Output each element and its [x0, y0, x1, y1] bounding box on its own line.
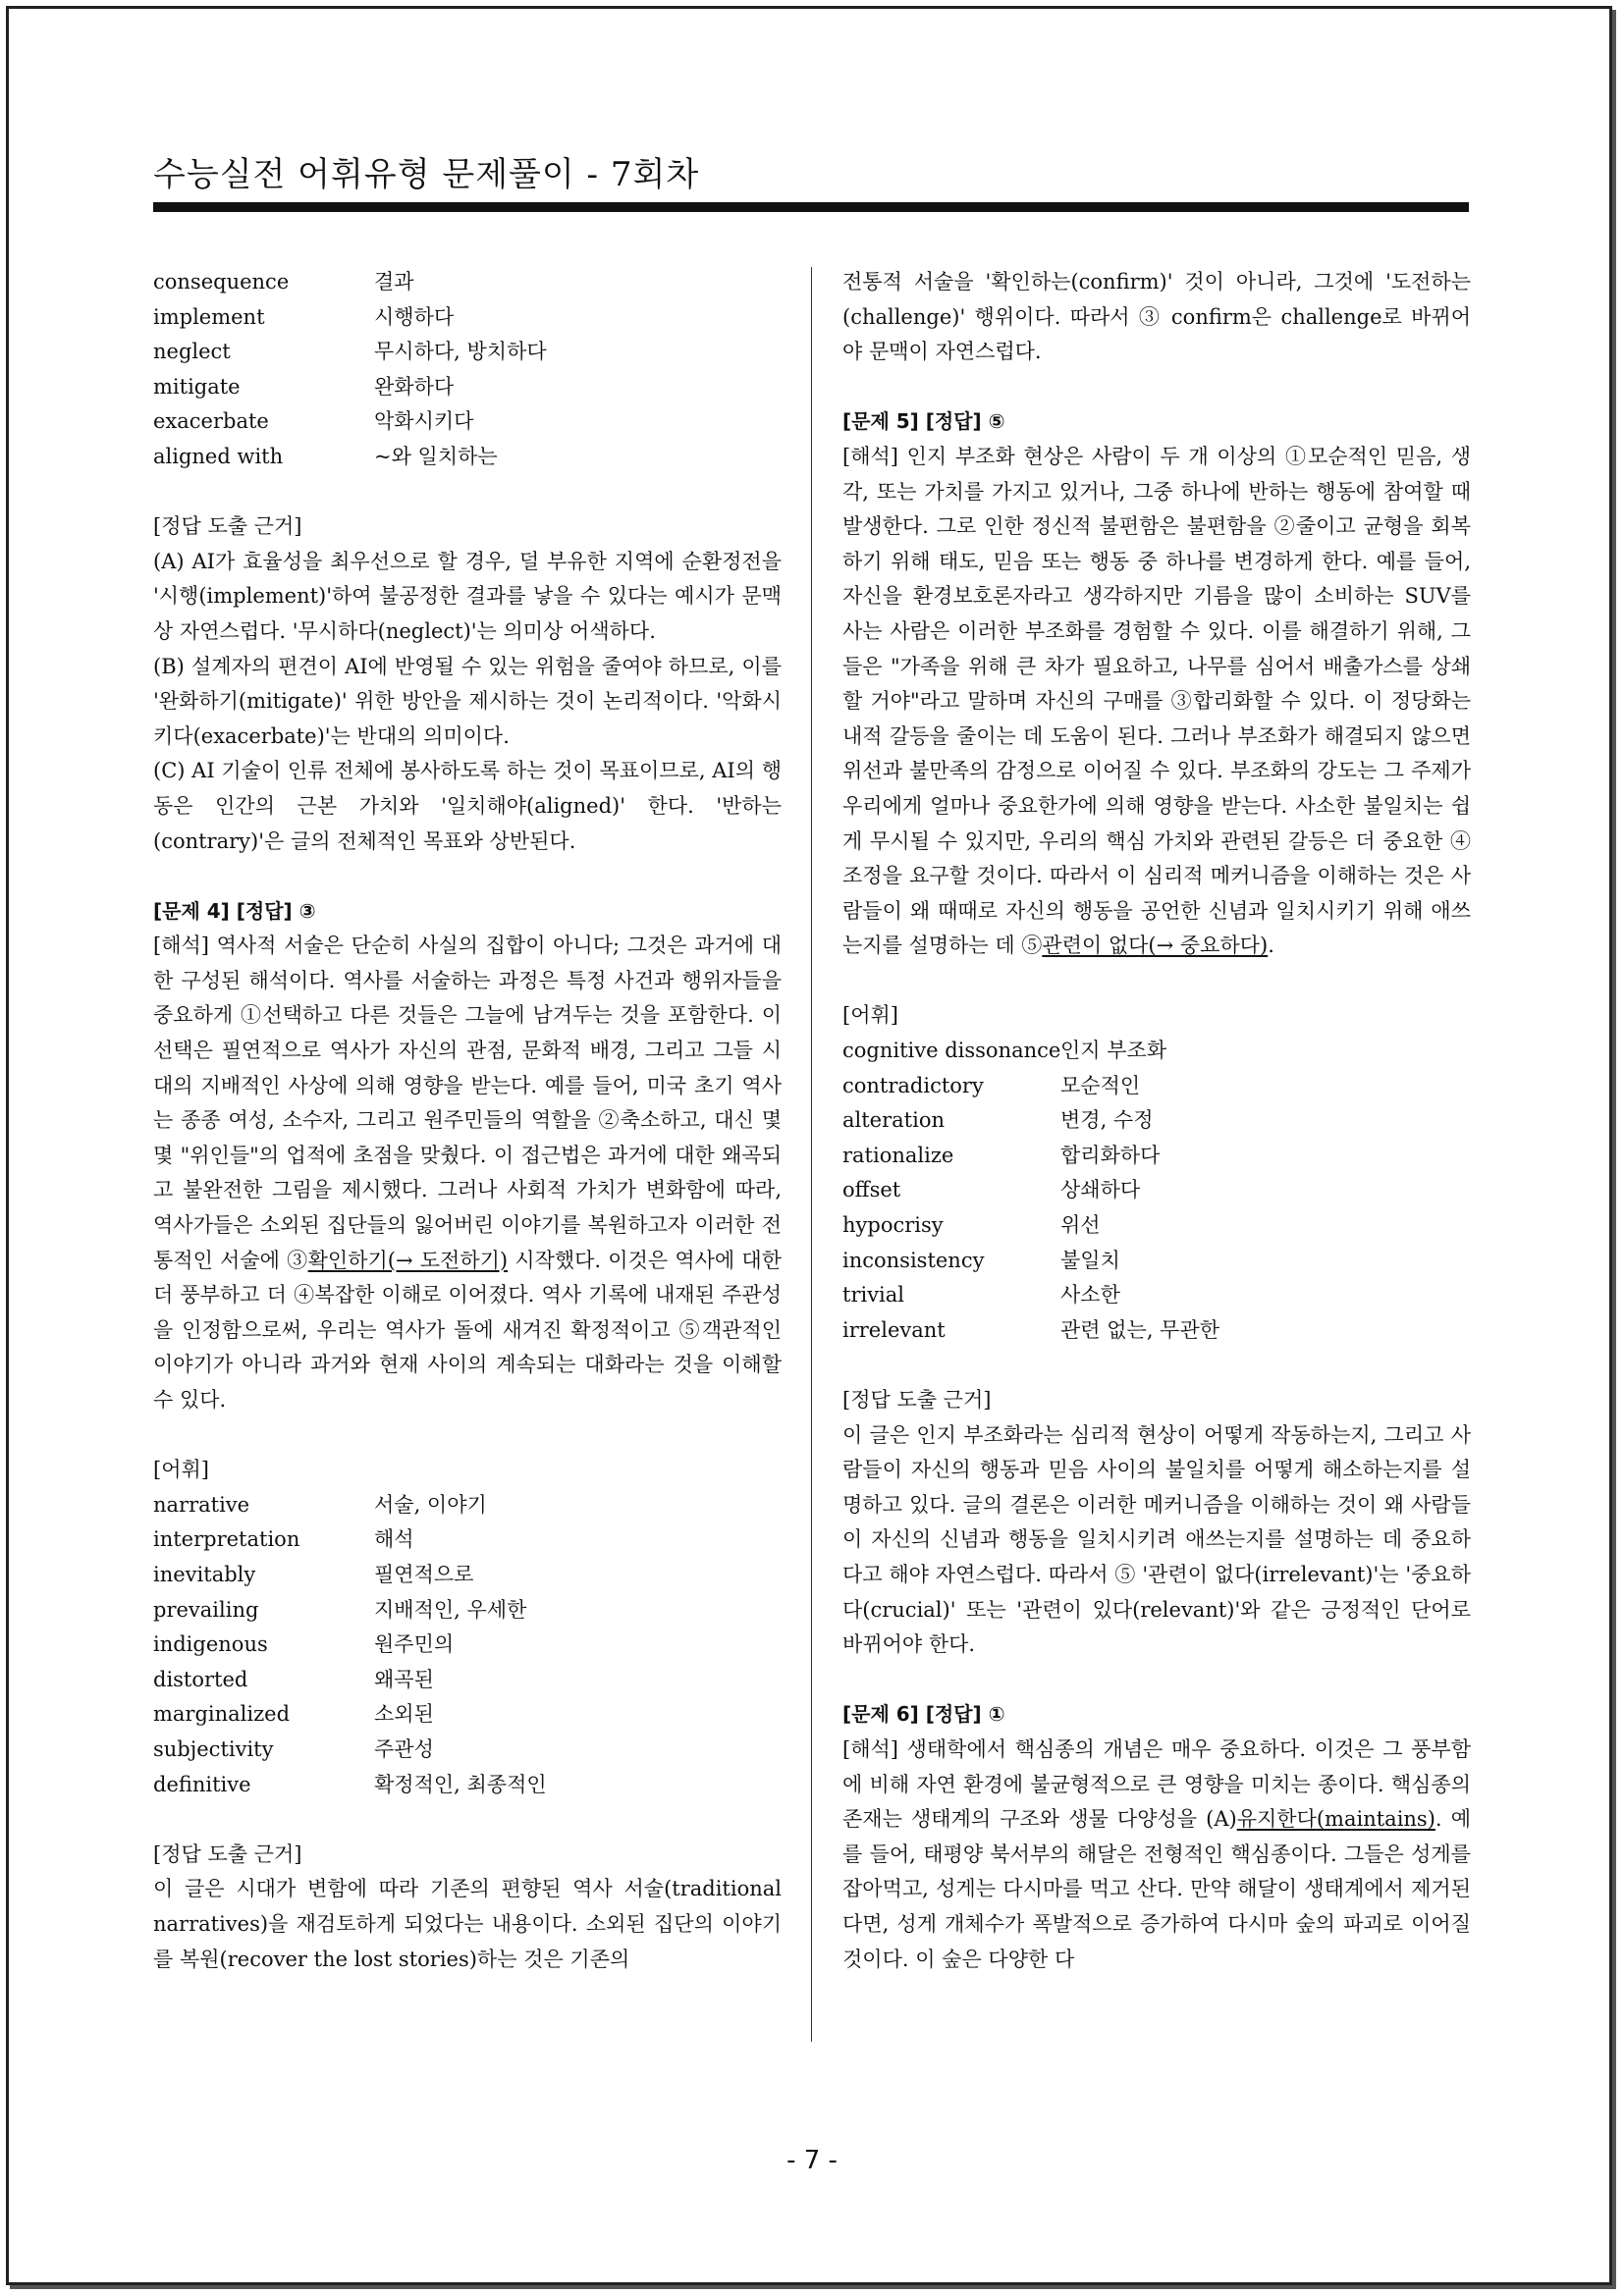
vocab-row [153, 335, 782, 370]
translation-paragraph [842, 1733, 1471, 1977]
vocab-row [153, 1593, 782, 1629]
vocab-meaning: 상쇄하다 [1060, 1178, 1141, 1202]
text-run: . [1268, 934, 1274, 958]
left-column [153, 265, 782, 1977]
vocab-term: indigenous [153, 1632, 268, 1657]
question-heading: [문제 4] [정답] ③ [153, 898, 316, 923]
text-run: [해석] 역사적 서술은 단순히 사실의 집합이 아니다; 그것은 과거에 대한 구성된 해석이다. 역사를 서술하는 과정은 특정 사건과 행위자들을 중요하게 ①선택하고 다른 것들은 그늘에 남겨두는 것을 포함한다. 이 선택은 필연적으로 역사가 자신의 관점, 문화적 배경, 그리고 그들 시대의 지배적인 사상에 의해 영향을 받는다. 예를 들어, 미국 초기 역사는 종종 여성, 소수자, 그리고 원주민들의 역할을 ②축소하고, 대신 몇몇 "위인들"의 업적에 초점을 맞췄다. 이 접근법은 과거에 대한 왜곡되고 불완전한 그림을 제시했다. 그러나 사회적 가치가 변화함에 따라, 역사가들은 소외된 집단들의 잃어버린 이야기를 복원하고자 이러한 전통적인 서술에 ③ [153, 934, 782, 1272]
vocab-meaning: 소외된 [374, 1702, 434, 1727]
vocab-meaning: 확정적인, 최종적인 [374, 1772, 547, 1796]
vocab-row [842, 1313, 1471, 1349]
vocab-term: exacerbate [153, 409, 269, 434]
vocab-row [153, 1733, 782, 1768]
question-heading: [문제 5] [정답] ⑤ [842, 409, 1005, 434]
vocab-term: aligned with [153, 444, 284, 468]
section-heading: [정답 도출 근거] [153, 514, 302, 539]
page-title: 수능실전 어휘유형 문제풀이 - 7회차 [153, 155, 700, 194]
vocab-meaning: 지배적인, 우세한 [374, 1597, 527, 1622]
vocab-row [842, 1103, 1471, 1139]
vocab-term: marginalized [153, 1702, 291, 1727]
vocab-row [153, 300, 782, 336]
vocab-meaning: 불일치 [1060, 1248, 1120, 1272]
vocab-meaning: 서술, 이야기 [374, 1492, 487, 1517]
vocab-meaning: 원주민의 [374, 1632, 455, 1657]
vocab-row [842, 1278, 1471, 1313]
column-divider [811, 267, 812, 2042]
vocab-term: narrative [153, 1492, 250, 1517]
vocab-meaning: 인지 부조화 [1060, 1039, 1167, 1063]
vocab-term: mitigate [153, 374, 241, 399]
basis-paragraph: (A) AI가 효율성을 최우선으로 할 경우, 덜 부유한 지역에 순환정전을 '시행(implement)'하여 불공정한 결과를 낳을 수 있다는 예시가 문맥상 자연스럽다. '무시하다(neglect)'는 의미상 어색하다. [153, 549, 782, 643]
vocab-term: trivial [842, 1283, 905, 1308]
right-column [842, 265, 1471, 1977]
vocab-row [153, 1768, 782, 1803]
underlined-answer: 관련이 없다(→ 중요하다) [1042, 934, 1269, 958]
vocab-meaning: 무시하다, 방치하다 [374, 340, 547, 364]
vocab-meaning: 완화하다 [374, 374, 455, 399]
vocab-meaning: 사소한 [1060, 1283, 1120, 1308]
text-run: [해석] 생태학에서 핵심종의 개념은 매우 중요하다. 이것은 그 풍부함에 비해 자연 환경에 불균형적으로 큰 영향을 미치는 종이다. 핵심종의 존재는 생태계의 구조와 생물 다양성을 (A) [842, 1736, 1471, 1832]
section-heading: [정답 도출 근거] [842, 1388, 992, 1412]
basis-paragraph: 이 글은 인지 부조화라는 심리적 현상이 어떻게 작동하는지, 그리고 사람들이 자신의 행동과 믿음 사이의 불일치를 어떻게 해소하는지를 설명하고 있다. 글의 결론은 이러한 메커니즘을 이해하는 것이 왜 사람들이 자신의 신념과 행동을 일치시키려 애쓰는지를 설명하는 데 중요하다고 해야 자연스럽다. 따라서 ⑤ '관련이 없다(irrelevant)'는 '중요하다(crucial)' 또는 '관련이 있다(relevant)'와 같은 긍정적인 단어로 바뀌어야 한다. [842, 1422, 1471, 1657]
text-run: . 예를 들어, 태평양 북서부의 해달은 전형적인 핵심종이다. 그들은 성게를 잡아먹고, 성게는 다시마를 먹고 산다. 만약 해달이 생태계에서 제거된다면, 성게 개체수가 폭발적으로 증가하여 다시마 숲의 파괴로 이어질 것이다. 이 숲은 다양한 다 [842, 1807, 1471, 1971]
vocab-list [153, 265, 782, 475]
vocab-row [153, 1558, 782, 1593]
vocab-row [153, 404, 782, 440]
vocab-meaning: 변경, 수정 [1060, 1108, 1154, 1133]
vocab-term: implement [153, 304, 265, 329]
section-heading: [정답 도출 근거] [153, 1842, 302, 1866]
header-rule [153, 202, 1469, 212]
vocab-term: alteration [842, 1108, 945, 1133]
vocab-row [842, 1034, 1471, 1069]
vocab-meaning: 필연적으로 [374, 1562, 474, 1586]
vocab-row [842, 1173, 1471, 1208]
vocab-term: distorted [153, 1667, 248, 1691]
vocab-row [842, 1139, 1471, 1174]
vocab-row [153, 1628, 782, 1663]
section-heading: [어휘] [153, 1458, 209, 1482]
section-heading: [어휘] [842, 1003, 898, 1028]
vocab-term: contradictory [842, 1073, 984, 1097]
underlined-answer: 유지한다(maintains) [1236, 1807, 1435, 1832]
basis-paragraph: (B) 설계자의 편견이 AI에 반영될 수 있는 위험을 줄여야 하므로, 이를 '완화하기(mitigate)' 위한 방안을 제시하는 것이 논리적이다. '악화시키다(exacerbate)'는 반대의 의미이다. [153, 654, 782, 748]
vocab-term: offset [842, 1178, 901, 1202]
basis-paragraph: 전통적 서술을 '확인하는(confirm)' 것이 아니라, 그것에 '도전하는(challenge)' 행위이다. 따라서 ③ confirm은 challenge로 바뀌어야 문맥이 자연스럽다. [842, 270, 1471, 364]
vocab-term: irrelevant [842, 1317, 946, 1342]
vocab-row [153, 1522, 782, 1558]
vocab-meaning: 악화시키다 [374, 409, 474, 434]
vocab-term: hypocrisy [842, 1213, 944, 1238]
vocab-row [842, 1069, 1471, 1104]
basis-paragraph: (C) AI 기술이 인류 전체에 봉사하도록 하는 것이 목표이므로, AI의 행동은 인간의 근본 가치와 '일치해야(aligned)' 한다. '반하는(contrary)'은 글의 전체적인 목표와 상반된다. [153, 759, 782, 853]
vocab-term: subjectivity [153, 1736, 274, 1761]
vocab-term: inconsistency [842, 1248, 985, 1272]
question-heading: [문제 6] [정답] ① [842, 1702, 1005, 1727]
underlined-answer: 확인하기(→ 도전하기) [307, 1248, 509, 1272]
vocab-row [153, 440, 782, 475]
vocab-row [153, 1663, 782, 1698]
vocab-row [153, 370, 782, 405]
translation-paragraph [153, 929, 782, 1417]
vocab-list [842, 1034, 1471, 1348]
vocab-meaning: 위선 [1060, 1213, 1101, 1238]
vocab-meaning: 결과 [374, 270, 414, 294]
vocab-term: cognitive dissonance [842, 1039, 1061, 1063]
vocab-term: definitive [153, 1772, 251, 1796]
vocab-list [153, 1488, 782, 1802]
vocab-row [842, 1244, 1471, 1279]
vocab-meaning: 모순적인 [1060, 1073, 1141, 1097]
vocab-row [153, 1488, 782, 1523]
page-number: - 7 - [786, 2146, 838, 2175]
vocab-meaning: 합리화하다 [1060, 1143, 1161, 1167]
translation-paragraph [842, 440, 1471, 964]
text-run: 시작했다. 이것은 역사에 대한 더 풍부하고 더 ④복잡한 이해로 이어졌다. 역사 기록에 내재된 주관성을 인정함으로써, 우리는 역사가 돌에 새겨진 확정적이고 ⑤객관적인 이야기가 아니라 과거와 현재 사이의 계속되는 대화라는 것을 이해할 수 있다. [153, 1248, 782, 1412]
text-run: [해석] 인지 부조화 현상은 사람이 두 개 이상의 ①모순적인 믿음, 생각, 또는 가치를 가지고 있거나, 그중 하나에 반하는 행동에 참여할 때 발생한다. 그로 인한 정신적 불편함은 불편함을 ②줄이고 균형을 회복하기 위해 태도, 믿음 또는 행동 중 하나를 변경하게 한다. 예를 들어, 자신을 환경보호론자라고 생각하지만 기름을 많이 소비하는 SUV를 사는 사람은 이러한 부조화를 경험할 수 있다. 이를 해결하기 위해, 그들은 "가족을 위해 큰 차가 필요하고, 나무를 심어서 배출가스를 상쇄할 거야"라고 말하며 자신의 구매를 ③합리화할 수 있다. 이 정당화는 내적 갈등을 줄이는 데 도움이 된다. 그러나 부조화가 해결되지 않으면 위선과 불만족의 감정으로 이어질 수 있다. 부조화의 강도는 그 주제가 우리에게 얼마나 중요한가에 의해 영향을 받는다. 사소한 불일치는 쉽게 무시될 수 있지만, 우리의 핵심 가치와 관련된 갈등은 더 중요한 ④조정을 요구할 것이다. 따라서 이 심리적 메커니즘을 이해하는 것은 사람들이 왜 때때로 자신의 행동을 공언한 신념과 일치시키기 위해 애쓰는지를 설명하는 데 ⑤ [842, 444, 1471, 958]
vocab-row [153, 1697, 782, 1733]
vocab-term: consequence [153, 270, 290, 294]
vocab-row [842, 1208, 1471, 1244]
vocab-meaning: 관련 없는, 무관한 [1060, 1317, 1220, 1342]
vocab-row [153, 265, 782, 300]
vocab-term: rationalize [842, 1143, 954, 1167]
vocab-meaning: 해석 [374, 1527, 414, 1552]
vocab-term: interpretation [153, 1527, 300, 1552]
vocab-term: inevitably [153, 1562, 256, 1586]
vocab-term: prevailing [153, 1597, 259, 1622]
vocab-meaning: ~와 일치하는 [374, 444, 498, 468]
vocab-meaning: 시행하다 [374, 304, 455, 329]
vocab-term: neglect [153, 340, 231, 364]
vocab-meaning: 왜곡된 [374, 1667, 434, 1691]
vocab-meaning: 주관성 [374, 1736, 434, 1761]
basis-paragraph: 이 글은 시대가 변함에 따라 기존의 편향된 역사 서술(traditional narratives)을 재검토하게 되었다는 내용이다. 소외된 집단의 이야기를 복원(recover the lost stories)하는 것은 기존의 [153, 1877, 782, 1971]
